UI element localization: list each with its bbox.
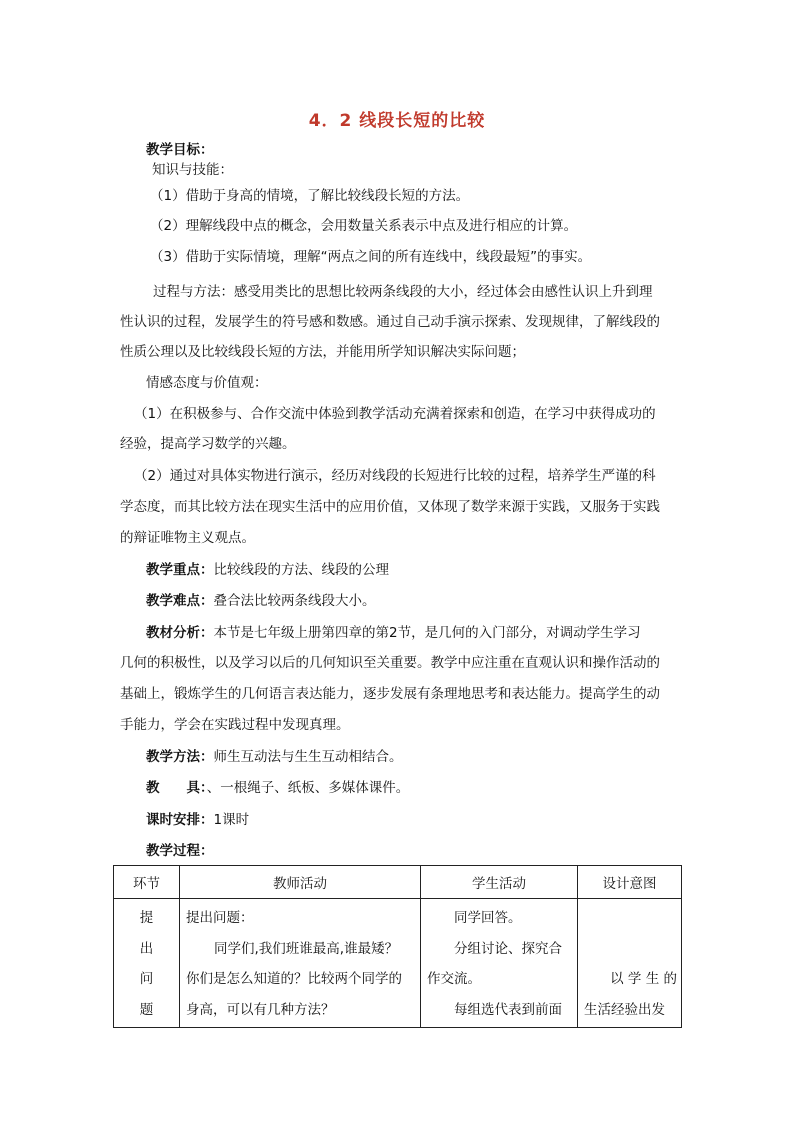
key-point-label: 教学重点： <box>146 562 214 578</box>
schedule-text: 1课时 <box>213 812 250 828</box>
teacher-line: 提出问题： <box>186 910 254 926</box>
emotion-item-2-line-2: 学态度，而其比较方法在现实生活中的应用价值，又体现了数学来源于实践，又服务于实践 <box>120 499 660 515</box>
process-text-line-1: 过程与方法：感受用类比的思想比较两条线段的大小，经过体会由感性认识上升到理 <box>153 284 653 300</box>
method-label: 教学方法： <box>146 749 214 765</box>
knowledge-item-3: （3）借助于实际情境，理解“两点之间的所有连线中，线段最短”的事实。 <box>150 249 592 265</box>
student-line: 同学回答。 <box>454 910 522 926</box>
page-title: 4．2 线段长短的比较 <box>308 111 486 131</box>
teacher-line: 身高，可以有几种方法？ <box>186 1001 335 1018</box>
stage-char: 提 <box>139 910 154 926</box>
difficulty-text: 叠合法比较两条线段大小。 <box>213 593 376 609</box>
tools <box>146 778 409 798</box>
tools-label: 教 具： <box>146 780 207 796</box>
difficulty-label: 教学难点： <box>146 593 214 609</box>
process-text-line-3: 性质公理以及比较线段长短的方法，并能用所学知识解决实际问题； <box>120 344 525 360</box>
stage-char: 题 <box>139 1001 154 1018</box>
table-header-cell: 设计意图 <box>578 866 682 899</box>
difficulty <box>146 591 376 611</box>
teaching-process-table <box>113 865 682 1028</box>
schedule <box>146 810 249 830</box>
teacher-activity-cell <box>180 899 421 1028</box>
student-line: 分组讨论、探究合 <box>454 940 562 957</box>
analysis-label: 教材分析： <box>146 625 214 641</box>
student-activity-cell <box>421 899 578 1028</box>
design-line <box>584 903 677 934</box>
table-header-cell: 环节 <box>114 866 180 899</box>
student-line: 作交流。 <box>427 971 481 987</box>
analysis-text-1: 本节是七年级上册第四章的第2节，是几何的入门部分，对调动学生学习 <box>213 625 641 641</box>
design-line: 以 学 生 的 <box>610 971 677 987</box>
design-line <box>584 934 677 965</box>
stage-char: 出 <box>139 940 154 957</box>
objectives-heading: 教学目标： <box>146 142 214 158</box>
emotion-item-2-line-1: （2）通过对具体实物进行演示，经历对线段的长短进行比较的过程，培养学生严谨的科 <box>134 468 656 484</box>
table-header-row <box>114 866 682 899</box>
stage-cell <box>114 899 180 1028</box>
process-text-line-2: 性认识的过程，发展学生的符号感和数感。通过自己动手演示探索、发现规律，了解线段的 <box>120 314 660 330</box>
student-line: 每组选代表到前面 <box>454 1001 562 1018</box>
knowledge-item-2: （2）理解线段中点的概念，会用数量关系表示中点及进行相应的计算。 <box>150 218 578 234</box>
analysis-line-3: 基础上，锻炼学生的几何语言表达能力，逐步发展有条理地思考和表达能力。提高学生的动 <box>120 686 660 702</box>
emotion-item-1-line-2: 经验，提高学习数学的兴趣。 <box>120 436 296 452</box>
design-intent-cell <box>578 899 682 1028</box>
emotion-heading: 情感态度与价值观： <box>146 375 268 391</box>
method <box>146 747 403 767</box>
method-text: 师生互动法与生生互动相结合。 <box>213 749 403 765</box>
design-line: 生活经验出发 <box>584 1001 665 1018</box>
analysis-line-4: 手能力，学会在实践过程中发现真理。 <box>120 717 350 733</box>
teacher-line: 你们是怎么知道的？比较两个同学的 <box>186 971 402 987</box>
emotion-item-2-line-3: 的辩证唯物主义观点。 <box>120 530 255 546</box>
emotion-item-1-line-1: （1）在积极参与、合作交流中体验到教学活动充满着探索和创造，在学习中获得成功的 <box>134 406 656 422</box>
key-point-text: 比较线段的方法、线段的公理 <box>213 562 389 578</box>
stage-char: 问 <box>139 971 154 987</box>
analysis-line-1 <box>146 623 641 643</box>
schedule-label: 课时安排： <box>146 812 214 828</box>
table-header-cell: 学生活动 <box>421 866 578 899</box>
tools-text: 、一根绳子、纸板、多媒体课件。 <box>206 780 410 796</box>
analysis-line-2: 几何的积极性，以及学习以后的几何知识至关重要。教学中应注重在直观认识和操作活动的 <box>120 655 660 671</box>
key-point <box>146 560 389 580</box>
table-row <box>114 899 682 1028</box>
table-header-cell: 教师活动 <box>180 866 421 899</box>
process-heading: 教学过程： <box>146 843 214 859</box>
knowledge-heading: 知识与技能： <box>152 162 233 178</box>
knowledge-item-1: （1）借助于身高的情境，了解比较线段长短的方法。 <box>150 188 470 204</box>
teacher-line: 同学们,我们班谁最高,谁最矮？ <box>214 940 399 957</box>
